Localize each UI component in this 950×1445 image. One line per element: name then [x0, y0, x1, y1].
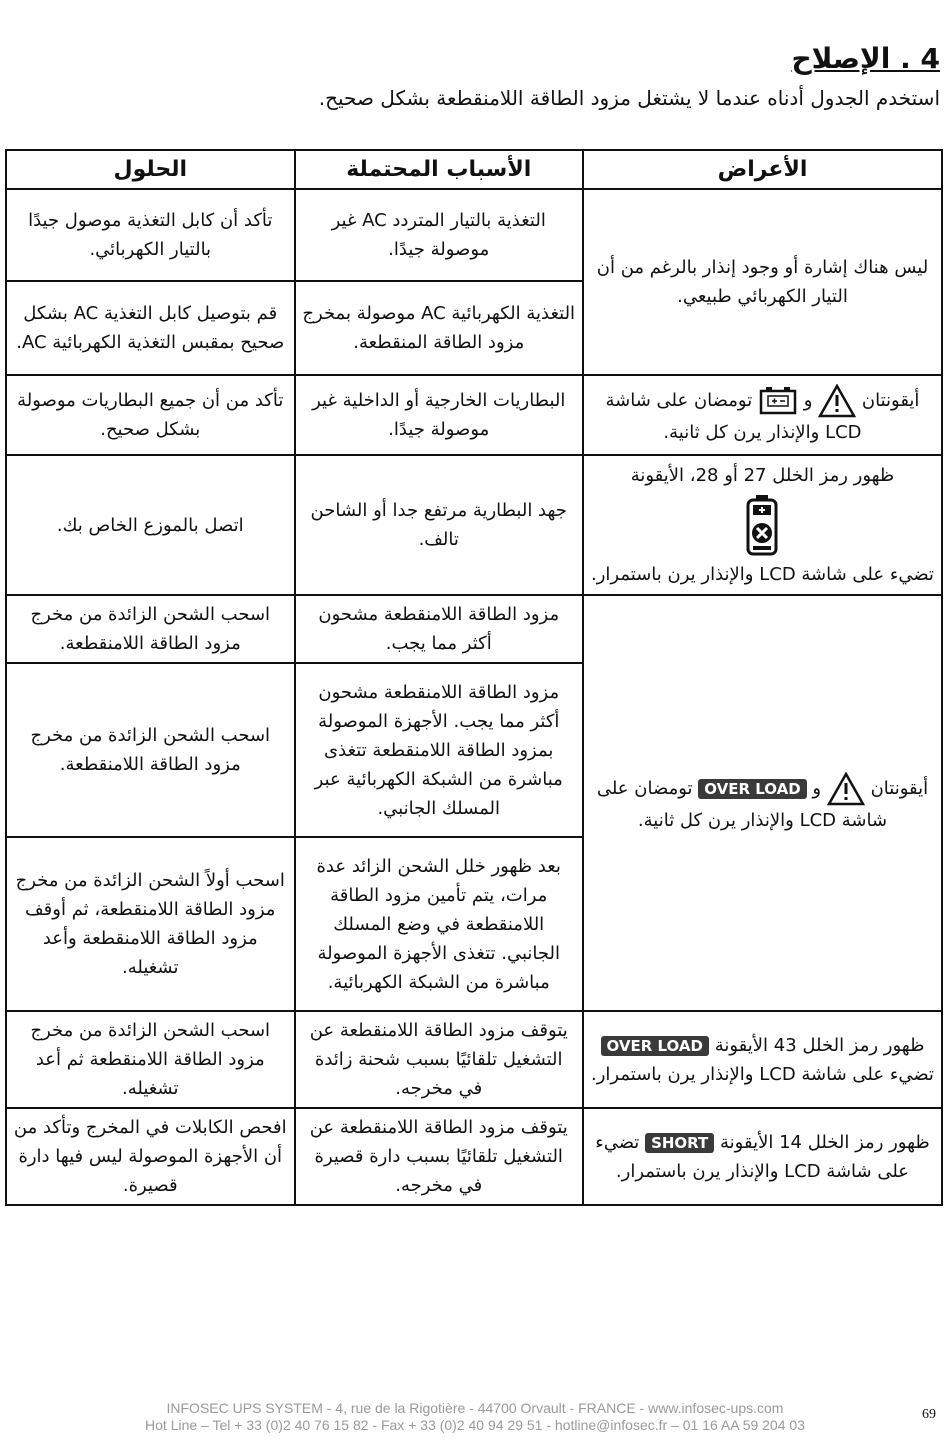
symptom-text-a: ظهور رمز الخلل 27 أو 28، الأيقونة [630, 465, 895, 486]
cause-cell: مزود الطاقة اللامنقطعة مشحون أكثر مما يجب. [295, 595, 583, 663]
solution-cell: اسحب الشحن الزائدة من مخرج مزود الطاقة اللامنقطعة ثم أعد تشغيله. [6, 1011, 295, 1108]
symptom-text-b: تضيء على شاشة LCD والإنذار يرن باستمرار. [591, 1063, 934, 1085]
table-header-row [6, 150, 942, 189]
page-footer [0, 1400, 950, 1434]
cause-cell: جهد البطارية مرتفع جدا أو الشاحن تالف. [295, 455, 583, 595]
symptom-text-a: أيقونتان [861, 389, 920, 411]
warning-icon [818, 384, 856, 418]
symptom-cell [583, 455, 942, 595]
page-number: 69 [922, 1407, 936, 1422]
symptom-text-a: ظهور رمز الخلل 14 الأيقونة [720, 1131, 930, 1153]
solution-cell: اسحب الشحن الزائدة من مخرج مزود الطاقة اللامنقطعة. [6, 663, 295, 837]
section-heading: 4 . الإصلاح [791, 42, 940, 75]
symptom-text-b: و [803, 389, 813, 411]
symptom-cell [583, 1108, 942, 1205]
overload-badge: OVER LOAD [601, 1036, 709, 1056]
battery-fault-icon [746, 494, 778, 556]
header-causes: الأسباب المحتملة [295, 150, 583, 189]
solution-cell: تأكد من أن جميع البطاريات موصولة بشكل صحيح. [6, 375, 295, 455]
symptom-text-a: ظهور رمز الخلل 43 الأيقونة [714, 1034, 925, 1056]
intro-text: استخدم الجدول أدناه عندما لا يشتغل مزود الطاقة اللامنقطعة بشكل صحيح. [318, 86, 940, 110]
solution-cell: افحص الكابلات في المخرج وتأكد من أن الأجهزة الموصولة ليس فيها دارة قصيرة. [6, 1108, 295, 1205]
symptom-cell [583, 1011, 942, 1108]
table-row [6, 1108, 942, 1205]
table-row [6, 375, 942, 455]
symptom-text-c: تومضان على شاشة LCD والإنذار يرن كل ثانية. [605, 389, 862, 443]
table-row [6, 455, 942, 595]
solution-cell: اتصل بالموزع الخاص بك. [6, 455, 295, 595]
warning-icon [827, 772, 865, 806]
cause-cell: التغذية الكهربائية AC موصولة بمخرج مزود الطاقة المنقطعة. [295, 281, 583, 375]
symptom-text-b: تضيء على شاشة LCD والإنذار يرن باستمرار. [591, 564, 934, 585]
table-row [6, 595, 942, 663]
footer-line-1: INFOSEC UPS SYSTEM - 4, rue de la Rigotière - 44700 Orvault - FRANCE - www.infosec-ups.com [166, 1400, 784, 1416]
symptom-cell [583, 595, 942, 1011]
solution-cell: اسحب أولاً الشحن الزائدة من مخرج مزود الطاقة اللامنقطعة، ثم أوقف مزود الطاقة اللامنقطعة وأعد تشغيله. [6, 837, 295, 1011]
overload-badge: OVER LOAD [698, 779, 806, 799]
symptom-text-b: تضيء على شاشة LCD والإنذار يرن باستمرار. [595, 1131, 910, 1182]
short-badge: SHORT [645, 1133, 714, 1153]
cause-cell: بعد ظهور خلل الشحن الزائد عدة مرات، يتم تأمين مزود الطاقة اللامنقطعة في وضع المسلك الجانبي. تتغذى الأجهزة الموصولة مباشرة من الشبكة الكهربائية. [295, 837, 583, 1011]
cause-cell: البطاريات الخارجية أو الداخلية غير موصولة جيدًا. [295, 375, 583, 455]
table-row [6, 1011, 942, 1108]
cause-cell: مزود الطاقة اللامنقطعة مشحون أكثر مما يجب. الأجهزة الموصولة بمزود الطاقة اللامنقطعة تتغذى مباشرة من الشبكة الكهربائية عبر المسلك الجانبي. [295, 663, 583, 837]
solution-cell: تأكد أن كابل التغذية موصول جيدًا بالتيار الكهربائي. [6, 189, 295, 281]
battery-icon [758, 385, 798, 417]
troubleshooting-table [5, 149, 943, 1206]
symptom-text-a: أيقونتان [870, 777, 929, 799]
cause-cell: التغذية بالتيار المتردد AC غير موصولة جيدًا. [295, 189, 583, 281]
symptom-cell [583, 375, 942, 455]
symptom-text-b: و [812, 777, 822, 799]
cause-cell: يتوقف مزود الطاقة اللامنقطعة عن التشغيل تلقائيًا بسبب دارة قصيرة في مخرجه. [295, 1108, 583, 1205]
cause-cell: يتوقف مزود الطاقة اللامنقطعة عن التشغيل تلقائيًا بسبب شحنة زائدة في مخرجه. [295, 1011, 583, 1108]
footer-line-2: Hot Line – Tel + 33 (0)2 40 76 15 82 - Fax + 33 (0)2 40 94 29 51 - hotline@infosec.fr – 01 16 AA 59 204 03 [145, 1417, 805, 1433]
header-symptoms: الأعراض [583, 150, 942, 189]
symptom-text-c: تومضان على شاشة LCD والإنذار يرن كل ثانية. [596, 777, 888, 831]
table-row [6, 189, 942, 281]
solution-cell: اسحب الشحن الزائدة من مخرج مزود الطاقة اللامنقطعة. [6, 595, 295, 663]
header-solutions: الحلول [6, 150, 295, 189]
symptom-cell: ليس هناك إشارة أو وجود إنذار بالرغم من أن التيار الكهربائي طبيعي. [583, 189, 942, 375]
solution-cell: قم بتوصيل كابل التغذية AC بشكل صحيح بمقبس التغذية الكهربائية AC. [6, 281, 295, 375]
